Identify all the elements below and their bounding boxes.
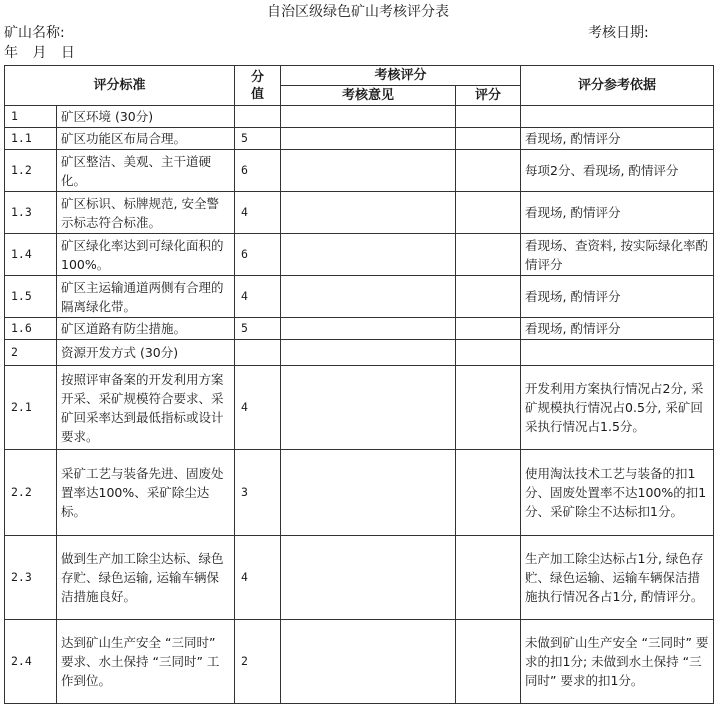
reference-cell: 看现场、查资料, 按实际绿化率酌情评分 xyxy=(521,234,714,276)
criteria-cell: 矿区道路有防尘措施。 xyxy=(57,318,235,340)
opinion-cell[interactable] xyxy=(281,150,456,192)
reference-cell: 看现场, 酌情评分 xyxy=(521,276,714,318)
value-cell: 4 xyxy=(235,536,281,620)
row-number: 1.5 xyxy=(5,276,57,318)
opinion-cell[interactable] xyxy=(281,318,456,340)
row-number: 1 xyxy=(5,106,57,128)
score-cell[interactable] xyxy=(456,234,521,276)
table-row xyxy=(5,276,714,318)
row-number: 1.1 xyxy=(5,128,57,150)
opinion-cell[interactable] xyxy=(281,192,456,234)
score-cell[interactable] xyxy=(456,366,521,450)
scoring-table xyxy=(4,65,714,704)
reference-cell: 看现场, 酌情评分 xyxy=(521,318,714,340)
header-assessment: 考核评分 xyxy=(281,66,521,86)
row-number: 2 xyxy=(5,340,57,366)
table-row xyxy=(5,340,714,366)
table-row xyxy=(5,318,714,340)
score-cell[interactable] xyxy=(456,536,521,620)
value-cell: 4 xyxy=(235,366,281,450)
score-cell[interactable] xyxy=(456,128,521,150)
opinion-cell[interactable] xyxy=(281,106,456,128)
score-cell[interactable] xyxy=(456,150,521,192)
opinion-cell[interactable] xyxy=(281,340,456,366)
table-row xyxy=(5,234,714,276)
score-cell[interactable] xyxy=(456,450,521,536)
row-number: 1.3 xyxy=(5,192,57,234)
value-cell: 2 xyxy=(235,620,281,704)
reference-cell: 生产加工除尘达标占1分, 绿色存贮、绿色运输、运输车辆保洁措施执行情况各占1分, 酌情评分。 xyxy=(521,536,714,620)
row-number: 1.6 xyxy=(5,318,57,340)
form-title: 自治区级绿色矿山考核评分表 xyxy=(267,4,449,20)
opinion-cell[interactable] xyxy=(281,620,456,704)
date-line: 年 月 日 xyxy=(4,45,75,61)
header-criteria: 评分标准 xyxy=(5,66,235,106)
opinion-cell[interactable] xyxy=(281,450,456,536)
criteria-cell: 采矿工艺与装备先进、固废处置率达100%、采矿除尘达标。 xyxy=(57,450,235,536)
score-cell[interactable] xyxy=(456,192,521,234)
section-title: 矿区环境 (30分) xyxy=(57,106,235,128)
criteria-cell: 矿区整洁、美观、主干道硬化。 xyxy=(57,150,235,192)
table-row xyxy=(5,620,714,704)
reference-cell: 看现场, 酌情评分 xyxy=(521,128,714,150)
header-opinion: 考核意见 xyxy=(281,86,456,106)
opinion-cell[interactable] xyxy=(281,366,456,450)
row-number: 1.4 xyxy=(5,234,57,276)
opinion-cell[interactable] xyxy=(281,234,456,276)
reference-cell xyxy=(521,106,714,128)
table-row xyxy=(5,150,714,192)
table-row xyxy=(5,450,714,536)
value-cell: 5 xyxy=(235,128,281,150)
value-cell: 5 xyxy=(235,318,281,340)
reference-cell: 每项2分、看现场, 酌情评分 xyxy=(521,150,714,192)
reference-cell xyxy=(521,340,714,366)
section-title: 资源开发方式 (30分) xyxy=(57,340,235,366)
row-number: 2.3 xyxy=(5,536,57,620)
criteria-cell: 矿区功能区布局合理。 xyxy=(57,128,235,150)
value-cell: 6 xyxy=(235,150,281,192)
reference-cell: 未做到矿山生产安全 “三同时” 要求的扣1分; 未做到水土保持 “三同时” 要求的扣1分。 xyxy=(521,620,714,704)
opinion-cell[interactable] xyxy=(281,276,456,318)
opinion-cell[interactable] xyxy=(281,128,456,150)
row-number: 2.4 xyxy=(5,620,57,704)
exam-date-label: 考核日期: xyxy=(588,25,649,41)
table-row xyxy=(5,192,714,234)
score-cell[interactable] xyxy=(456,340,521,366)
value-cell xyxy=(235,340,281,366)
criteria-cell: 矿区主运输通道两侧有合理的隔离绿化带。 xyxy=(57,276,235,318)
score-cell[interactable] xyxy=(456,276,521,318)
value-cell: 3 xyxy=(235,450,281,536)
score-cell[interactable] xyxy=(456,106,521,128)
row-number: 2.1 xyxy=(5,366,57,450)
reference-cell: 开发利用方案执行情况占2分, 采矿规模执行情况占0.5分, 采矿回采执行情况占1.5分。 xyxy=(521,366,714,450)
header-score: 评分 xyxy=(456,86,521,106)
row-number: 1.2 xyxy=(5,150,57,192)
value-cell xyxy=(235,106,281,128)
value-cell: 4 xyxy=(235,192,281,234)
header-value-line2: 值 xyxy=(251,86,265,102)
criteria-cell: 按照评审备案的开发利用方案开采、采矿规模符合要求、采矿回采率达到最低指标或设计要求。 xyxy=(57,366,235,450)
table-row xyxy=(5,366,714,450)
header-value-line1: 分 xyxy=(251,69,265,85)
criteria-cell: 做到生产加工除尘达标、绿色存贮、绿色运输, 运输车辆保洁措施良好。 xyxy=(57,536,235,620)
table-row xyxy=(5,536,714,620)
reference-cell: 使用淘汰技术工艺与装备的扣1分、固废处置率不达100%的扣1分、采矿除尘不达标扣1分。 xyxy=(521,450,714,536)
score-cell[interactable] xyxy=(456,620,521,704)
criteria-cell: 矿区标识、标牌规范, 安全警示标志符合标准。 xyxy=(57,192,235,234)
row-number: 2.2 xyxy=(5,450,57,536)
opinion-cell[interactable] xyxy=(281,536,456,620)
score-cell[interactable] xyxy=(456,318,521,340)
header-reference: 评分参考依据 xyxy=(521,66,714,106)
header-value xyxy=(235,66,281,106)
value-cell: 4 xyxy=(235,276,281,318)
table-row xyxy=(5,128,714,150)
criteria-cell: 矿区绿化率达到可绿化面积的100%。 xyxy=(57,234,235,276)
table-row xyxy=(5,106,714,128)
criteria-cell: 达到矿山生产安全 “三同时” 要求、水土保持 “三同时” 工作到位。 xyxy=(57,620,235,704)
value-cell: 6 xyxy=(235,234,281,276)
mine-name-label: 矿山名称: xyxy=(4,25,65,41)
reference-cell: 看现场, 酌情评分 xyxy=(521,192,714,234)
